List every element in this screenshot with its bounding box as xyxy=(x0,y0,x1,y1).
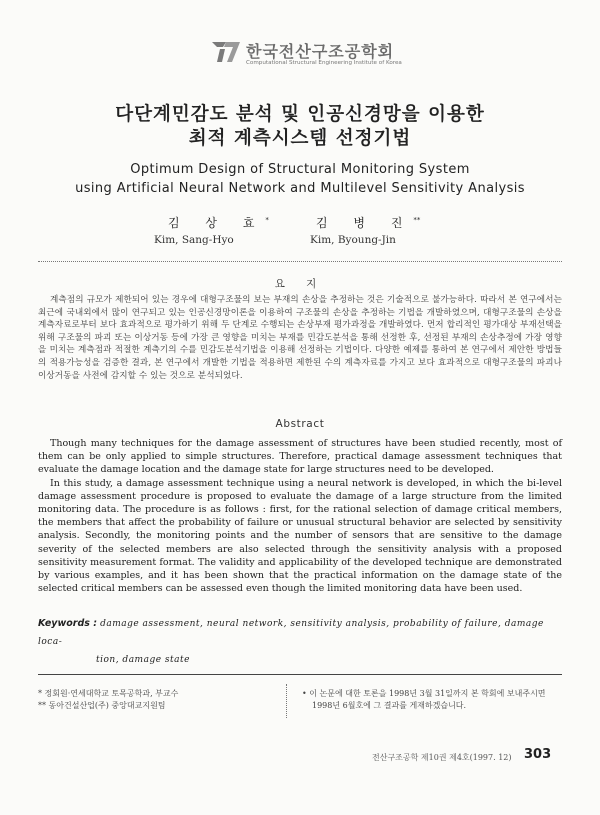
english-abstract-body xyxy=(38,437,562,595)
affiliation-2: ** 동아건설산업(주) 중앙대교지원팀 xyxy=(38,700,166,710)
author-2 xyxy=(310,214,421,246)
author-2-name-korean: 김 병 진** xyxy=(316,216,421,230)
divider-dotted xyxy=(38,261,562,262)
discussion-notice-text: • 이 논문에 대한 토론을 1998년 3월 31일까지 본 학회에 보내주시면 1998년 6월호에 그 결과를 게재하겠습니다. xyxy=(302,689,546,710)
keywords-line-2: tion, damage state xyxy=(96,655,190,665)
society-emblem-icon xyxy=(212,40,240,64)
author-affiliations xyxy=(38,688,270,711)
title-korean-line-1: 다단계민감도 분석 및 인공신경망을 이용한 xyxy=(115,104,485,125)
title-korean-line-2: 최적 계측시스템 선정기법 xyxy=(188,128,412,149)
keywords-label: Keywords : xyxy=(38,618,98,629)
keywords-line-1: damage assessment, neural network, sensitivity analysis, probability of failure, damage loca- xyxy=(38,619,544,647)
author-1-name-korean: 김 상 효* xyxy=(168,216,269,230)
footnote-divider xyxy=(286,684,287,718)
korean-abstract-body xyxy=(38,294,562,382)
journal-logo xyxy=(212,38,412,74)
english-abstract-paragraph-1: Though many techniques for the damage assessment of structures have been studied recently, most of them can be only applied to simple structures. Therefore, practical damage assessment techniques that evaluate the damage location and the damage state for large structures need to be developed. xyxy=(38,438,562,476)
author-1-name-english: Kim, Sang-Hyo xyxy=(154,234,234,246)
keywords-block xyxy=(38,615,562,669)
page-number: 303 xyxy=(524,747,552,762)
journal-citation: 전산구조공학 제10권 제4호(1997. 12) xyxy=(372,753,512,762)
journal-name-korean: 한국전산구조공학회 xyxy=(246,42,395,61)
discussion-notice xyxy=(302,688,562,711)
footnote-rule xyxy=(38,674,562,675)
author-2-name-english: Kim, Byoung-Jin xyxy=(310,234,396,246)
affiliation-1: * 정회원·연세대학교 토목공학과, 부교수 xyxy=(38,689,179,698)
english-abstract-paragraph-2: In this study, a damage assessment technique using a neural network is developed, in which the bi-level damage assessment procedure is proposed to evaluate the damage of a large structure from the limited monitoring data. The procedure is as follows : first, for the rational selection of damage critical members, the members that affect the probability of failure or unusual structural behavior are selected by sensitivity analysis. Secondly, the monitoring points and the number of sensors that are sensitive to the damage severity of the selected members are also selected through the sensitivity analysis with a proposed sensitivity measurement format. The validity and applicability of the developed technique are demonstrated by various examples, and it has been shown that the practical information on the damage state of the selected critical members can be assessed even though the limited monitoring data have been used. xyxy=(38,477,562,595)
english-abstract-heading: Abstract xyxy=(275,418,325,430)
journal-name-english: Computational Structural Engineering Institute of Korea xyxy=(246,60,402,66)
korean-abstract-text: 계측점의 규모가 제한되어 있는 경우에 대형구조물의 보는 부재의 손상을 추정하는 것은 기술적으로 불가능하다. 따라서 본 연구에서는 최근에 국내외에서 많이 연구되고 있는 인공신경망이론을 이용하여 구조물의 손상을 추정하는 기법을 개발하였으며, 대형구조물의 손상을 계측자료로부터 보다 효과적으로 평가하기 위해 두 단계로 수행되는 손상부재 평가과정을 개발하였다. 먼저 합리적인 평가대상 부재선택을 위해 구조물의 파괴 또는 이상거동 등에 가장 큰 영향을 미치는 부재를 민감도분석을 통해 선정한 후, 선정된 부재의 손상추정에 가장 영향을 미치는 계측점과 적절한 계측기의 수를 민감도분석기법을 이용해 선정하는 기법이다. 다양한 예제를 통하여 본 연구에서 제안한 방법들의 적용가능성을 검증한 결과, 본 연구에서 개발한 기법을 적용하면 제한된 수의 계측자료를 가지고 보다 효과적으로 대형구조물의 파괴나 이상거동을 사전에 감지할 수 있는 것으로 분석되었다. xyxy=(38,295,562,381)
author-1 xyxy=(154,214,269,246)
title-english-line-1: Optimum Design of Structural Monitoring System xyxy=(130,162,470,177)
korean-abstract-heading: 요 지 xyxy=(274,278,326,290)
title-english-line-2: using Artificial Neural Network and Multilevel Sensitivity Analysis xyxy=(75,181,525,196)
